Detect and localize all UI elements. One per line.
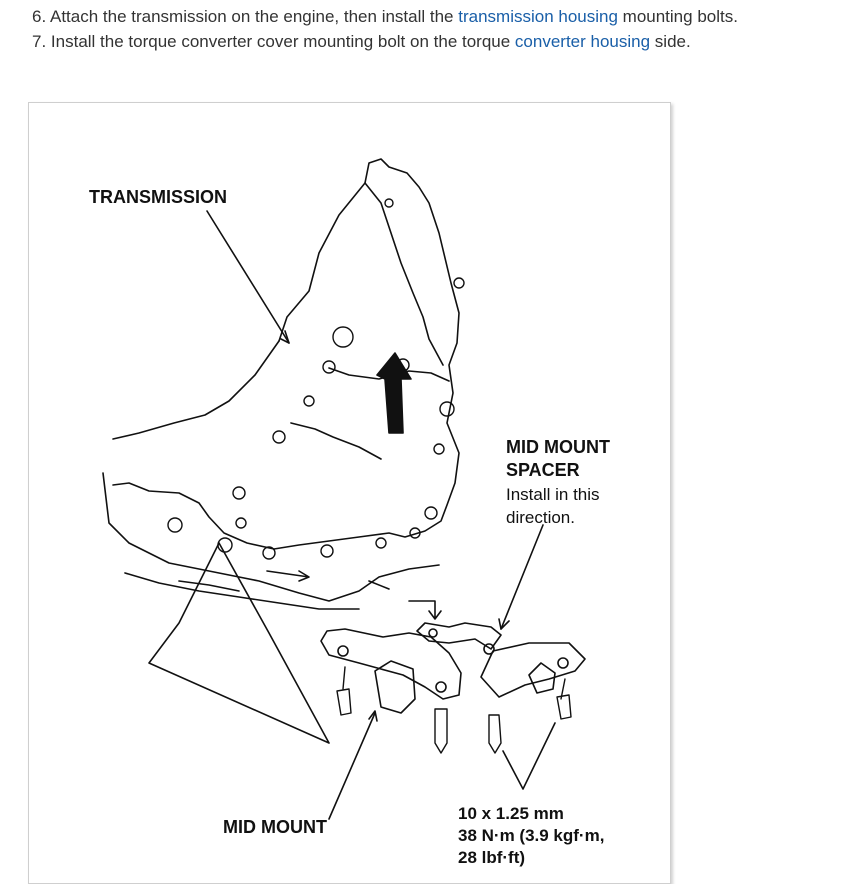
spacer-direction-arrow — [409, 601, 441, 619]
housing-bolt-bosses — [168, 199, 464, 559]
spacer-note-line1: Install in this — [506, 485, 600, 504]
transmission-housing-link[interactable]: transmission housing — [458, 7, 618, 26]
instruction-steps — [32, 4, 832, 54]
step-text: Install the torque converter cover mounting bolt on the torque — [50, 32, 515, 51]
bell-housing-upper-edge — [113, 341, 279, 439]
spacer-title-line2: SPACER — [506, 460, 580, 480]
spacer-leader — [501, 525, 543, 629]
mid-mount-bracket — [321, 629, 461, 699]
transmission-housing-outline — [113, 159, 459, 549]
step-text: Attach the transmission on the engine, then install the — [49, 7, 459, 26]
transmission-leader — [207, 211, 289, 343]
torque-spec-line2: 28 lbf·ft) — [458, 848, 526, 867]
transmission-label: TRANSMISSION — [89, 187, 228, 207]
bolt — [557, 695, 571, 719]
torque-spec-line1: 38 N·m (3.9 kgf·m, — [458, 826, 605, 845]
step-text-end: side. — [650, 32, 691, 51]
right-bracket-hole — [558, 658, 568, 668]
bolt — [337, 667, 351, 715]
spacer-hole — [429, 629, 437, 637]
bolt — [435, 709, 447, 753]
mid-mount-hole — [338, 646, 348, 656]
step-text-end: mounting bolts. — [617, 7, 738, 26]
bolt-size-label: 10 x 1.25 mm — [458, 804, 564, 823]
mount-diagram — [28, 102, 671, 884]
spacer-title-line1: MID MOUNT — [506, 437, 610, 457]
bolt — [489, 715, 501, 753]
spacer-note-line2: direction. — [506, 508, 575, 527]
step-number: 7. — [32, 32, 47, 51]
step-6 — [32, 4, 832, 29]
step-7 — [32, 29, 832, 54]
mounting-bolts — [337, 667, 571, 753]
converter-housing-link[interactable]: converter housing — [514, 32, 651, 51]
mid-mount-hole-2 — [436, 682, 446, 692]
frame-rail-inner — [179, 581, 389, 591]
install-direction-arrow — [377, 353, 411, 433]
step-number: 6. — [32, 7, 47, 26]
small-pointer-arrow — [267, 571, 309, 581]
mid-mount-leader — [329, 713, 375, 819]
housing-ridge-3 — [291, 423, 381, 459]
torque-leaders — [503, 723, 555, 789]
mid-mount-label: MID MOUNT — [223, 817, 327, 837]
